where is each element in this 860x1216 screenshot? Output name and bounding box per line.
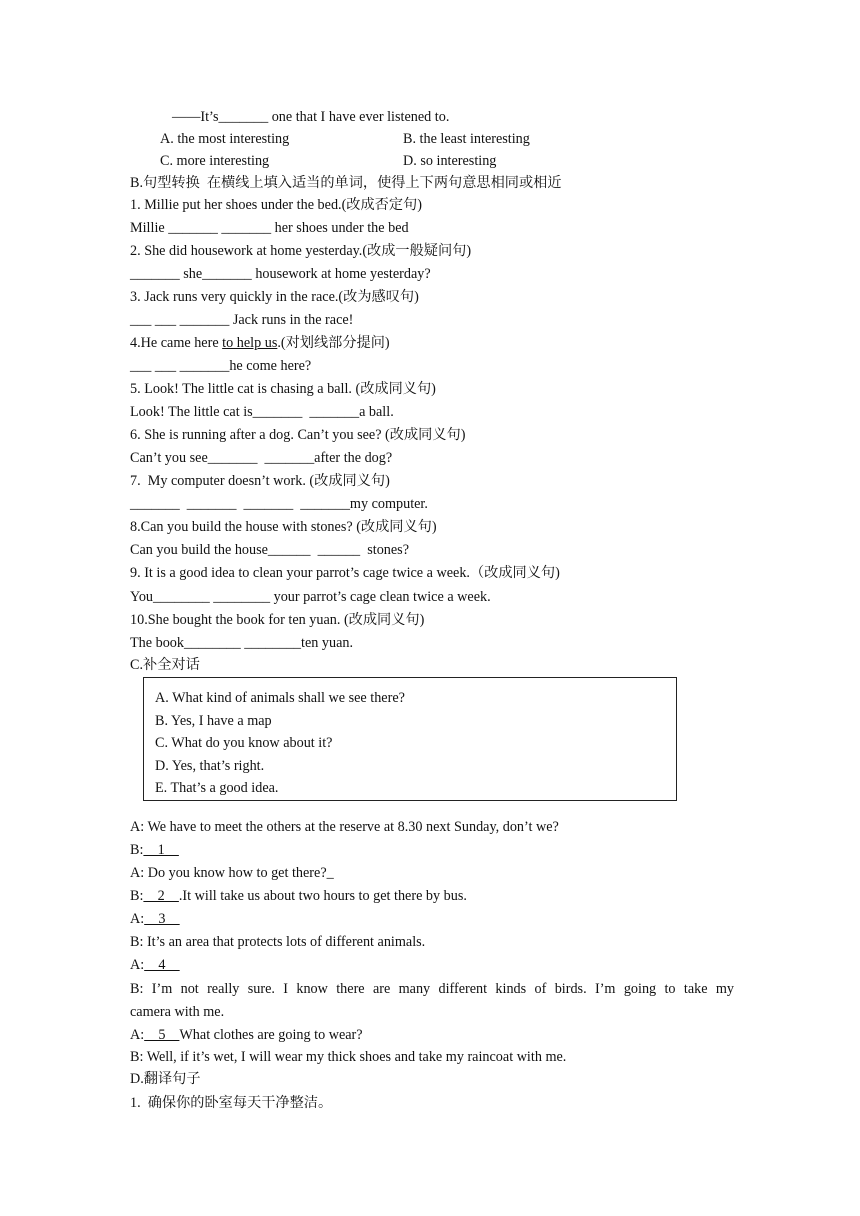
option-d: D. so interesting [403, 153, 497, 169]
section-b-line: Can’t you see_______ _______after the dog? [130, 450, 393, 466]
section-b-line: Millie _______ _______ her shoes under the bed [130, 220, 409, 236]
section-b-line: You________ ________ your parrot’s cage clean twice a week. [130, 589, 491, 605]
speaker: A: [130, 911, 145, 927]
dialogue-line: B: It’s an area that protects lots of different animals. [130, 934, 426, 950]
speaker: B: [130, 888, 144, 904]
translation-question: 1. 确保你的卧室每天干净整洁。 [130, 1095, 333, 1111]
section-b-line: 7. My computer doesn’t work. (改成同义句) [130, 473, 390, 489]
line-text: .(对划线部分提问) [277, 335, 390, 351]
line-text: What clothes are going to wear? [179, 1027, 363, 1043]
dialogue-line [130, 1025, 363, 1045]
answer-blank: 5 [144, 1027, 180, 1043]
question-stem: ——It’s_______ one that I have ever listened to. [172, 109, 450, 125]
section-b-line: The book________ ________ten yuan. [130, 635, 354, 651]
box-option: C. What do you know about it? [155, 735, 333, 751]
line-text: .It will take us about two hours to get there by bus. [178, 888, 467, 904]
section-c-heading: C.补全对话 [130, 657, 200, 673]
section-b-line: ___ ___ _______ Jack runs in the race! [130, 312, 354, 328]
section-b-line: 10.She bought the book for ten yuan. (改成同义句) [130, 612, 425, 628]
section-b-line-underlined [130, 333, 390, 353]
section-b-line: Look! The little cat is_______ _______a ball. [130, 404, 394, 420]
dialogue-line: B: I’m not really sure. I know there are many different kinds of birds. I’m going to take my [130, 981, 734, 997]
section-b-line: _______ she_______ housework at home yesterday? [130, 266, 431, 282]
option-a: A. the most interesting [160, 131, 290, 147]
section-b-line: 5. Look! The little cat is chasing a ball. (改成同义句) [130, 381, 436, 397]
answer-blank: 2 [143, 888, 179, 904]
dialogue-line [130, 909, 180, 929]
speaker: A: [130, 1027, 145, 1043]
section-b-line: 3. Jack runs very quickly in the race.(改为感叹句) [130, 289, 419, 305]
line-text: 4.He came here [130, 335, 223, 351]
box-option: D. Yes, that’s right. [155, 758, 265, 774]
section-b-line: _______ _______ _______ _______my computer. [130, 496, 428, 512]
section-b-line: 9. It is a good idea to clean your parrot’s cage twice a week.（改成同义句) [130, 565, 560, 581]
box-option: B. Yes, I have a map [155, 713, 272, 729]
options-box [143, 677, 677, 801]
section-b-line: 6. She is running after a dog. Can’t you see? (改成同义句) [130, 427, 466, 443]
section-b-line: 2. She did housework at home yesterday.(改成一般疑问句) [130, 243, 472, 259]
answer-blank: 3 [144, 911, 180, 927]
speaker: A: [130, 957, 145, 973]
answer-blank: 4 [144, 957, 180, 973]
section-b-line: 8.Can you build the house with stones? (改成同义句) [130, 519, 437, 535]
dialogue-line [130, 955, 180, 975]
dialogue-line: A: Do you know how to get there?_ [130, 865, 334, 881]
dialogue-line: B: Well, if it’s wet, I will wear my thick shoes and take my raincoat with me. [130, 1049, 567, 1065]
speaker: B: [130, 842, 144, 858]
section-d-heading: D.翻译句子 [130, 1071, 201, 1087]
dialogue-line [130, 840, 179, 860]
box-option: E. That’s a good idea. [155, 780, 279, 796]
option-c: C. more interesting [160, 153, 270, 169]
section-b-line: Can you build the house______ ______ stones? [130, 542, 409, 558]
box-option: A. What kind of animals shall we see there? [155, 690, 405, 706]
section-b-line: ___ ___ _______he come here? [130, 358, 312, 374]
section-b-heading: B.句型转换 在横线上填入适当的单词，使得上下两句意思相同或相近 [130, 175, 562, 191]
underlined-phrase: to help us [222, 335, 278, 351]
dialogue-line [130, 886, 467, 906]
dialogue-line: camera with me. [130, 1004, 225, 1020]
option-b: B. the least interesting [403, 131, 530, 147]
dialogue-line: A: We have to meet the others at the reserve at 8.30 next Sunday, don’t we? [130, 819, 559, 835]
answer-blank: 1 [143, 842, 179, 858]
section-b-line: 1. Millie put her shoes under the bed.(改成否定句) [130, 197, 422, 213]
